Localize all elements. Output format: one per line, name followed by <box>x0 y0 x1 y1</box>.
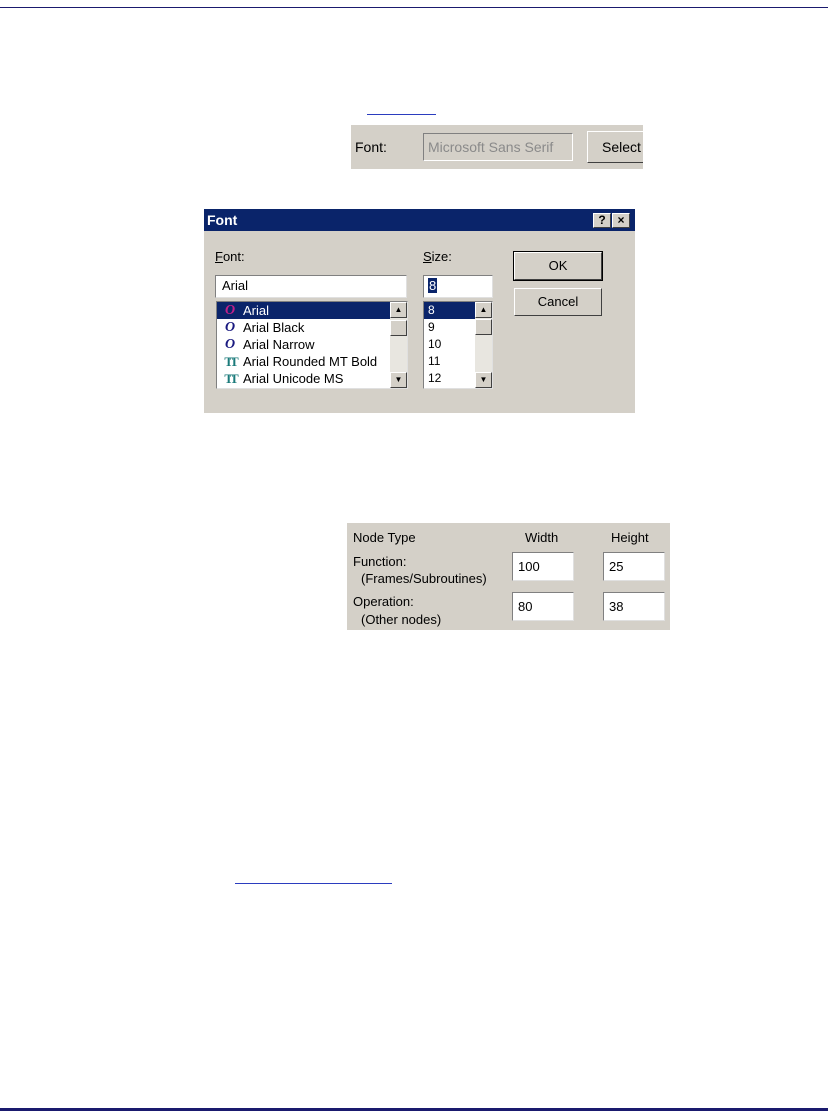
node-size-panel <box>347 523 670 630</box>
font-dialog <box>204 209 635 413</box>
truetype-icon: TT <box>224 371 236 386</box>
opentype-icon: O <box>224 337 236 352</box>
function-label: Function: <box>353 554 407 569</box>
size-list-item[interactable]: 11 <box>428 354 441 368</box>
font-list-item[interactable] <box>217 370 407 387</box>
font-name: Arial Black <box>243 320 305 335</box>
font-list-item[interactable] <box>217 319 407 336</box>
size-list-item[interactable]: 8 <box>424 302 492 319</box>
size-list-item[interactable]: 12 <box>428 371 442 385</box>
font-list-item[interactable] <box>217 302 407 319</box>
select-font-button[interactable]: Select <box>587 131 643 163</box>
function-height-input[interactable]: 25 <box>603 552 665 581</box>
font-size-input[interactable] <box>423 275 493 298</box>
size-list-item[interactable]: 9 <box>428 320 435 334</box>
scroll-up-arrow-icon[interactable]: ▲ <box>390 302 407 318</box>
truetype-icon: TT <box>224 354 236 369</box>
operation-label: Operation: <box>353 594 414 609</box>
font-list-label <box>215 249 245 264</box>
link-underline-1 <box>367 114 436 115</box>
opentype-icon: O <box>224 320 236 335</box>
opentype-icon: O <box>224 303 236 318</box>
scroll-up-arrow-icon[interactable]: ▲ <box>475 302 492 318</box>
operation-height-input[interactable]: 38 <box>603 592 665 621</box>
help-button[interactable]: ? <box>593 213 611 228</box>
node-type-header: Node Type <box>353 530 416 545</box>
function-width-input[interactable]: 100 <box>512 552 574 581</box>
font-listbox[interactable] <box>216 301 408 389</box>
font-name: Arial Rounded MT Bold <box>243 354 378 369</box>
size-list-scrollbar[interactable] <box>475 302 492 388</box>
size-label-text: ize: <box>431 249 452 264</box>
font-name: Arial Unicode MS <box>243 371 344 386</box>
close-button[interactable]: × <box>612 213 630 228</box>
scroll-down-arrow-icon[interactable]: ▼ <box>475 372 492 388</box>
font-size-value: 8 <box>429 278 437 293</box>
font-selector-strip <box>351 125 643 169</box>
dialog-title: Font <box>207 212 238 228</box>
size-list-item[interactable]: 10 <box>428 337 442 351</box>
operation-width-input[interactable]: 80 <box>512 592 574 621</box>
dialog-titlebar <box>204 209 635 231</box>
font-name: Arial <box>243 303 270 318</box>
size-label-mnemonic: S <box>423 249 432 264</box>
width-header: Width <box>525 530 559 545</box>
link-underline-2 <box>235 883 392 884</box>
function-sublabel: (Frames/Subroutines) <box>361 571 487 586</box>
font-label-mnemonic: F <box>215 249 223 264</box>
cancel-button[interactable]: Cancel <box>514 288 602 316</box>
scroll-down-arrow-icon[interactable]: ▼ <box>390 372 407 388</box>
scroll-thumb[interactable] <box>390 320 407 336</box>
font-list-item[interactable] <box>217 353 407 370</box>
operation-sublabel: (Other nodes) <box>361 612 442 627</box>
font-list-scrollbar[interactable] <box>390 302 407 388</box>
font-label: Font: <box>355 139 387 155</box>
top-rule <box>0 7 828 8</box>
font-name: Arial Narrow <box>243 337 315 352</box>
scroll-thumb[interactable] <box>475 319 492 335</box>
font-field[interactable]: Microsoft Sans Serif <box>423 133 573 161</box>
font-label-text: ont: <box>222 249 245 264</box>
size-listbox[interactable] <box>423 301 493 389</box>
bottom-rule <box>0 1108 828 1111</box>
size-list-label <box>423 249 452 264</box>
height-header: Height <box>611 530 649 545</box>
font-name-input[interactable]: Arial <box>215 275 407 298</box>
font-selector-clip <box>351 125 643 169</box>
font-list-item[interactable] <box>217 336 407 353</box>
ok-button[interactable]: OK <box>514 252 602 280</box>
